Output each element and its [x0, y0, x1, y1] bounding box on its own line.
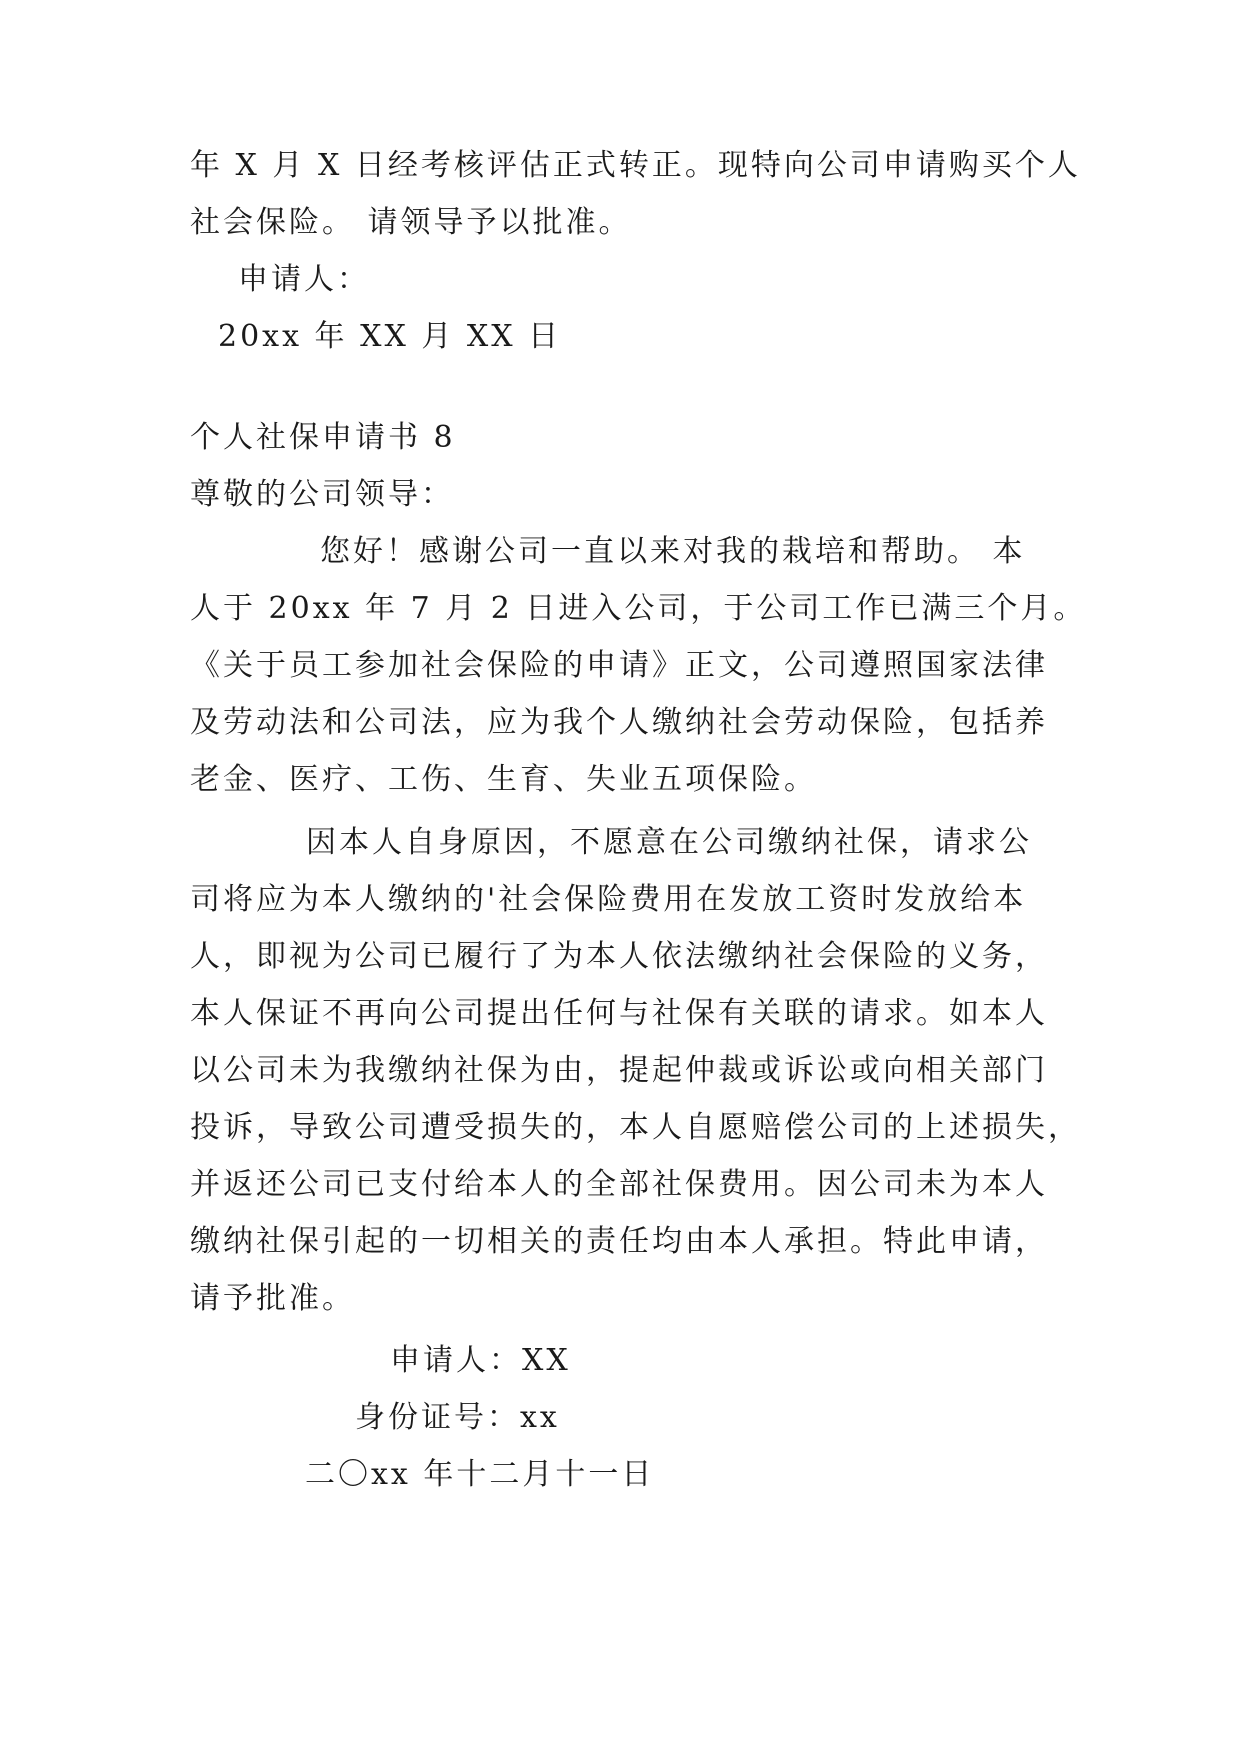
paragraph2-line-8: 缴纳社保引起的一切相关的责任均由本人承担。特此申请，	[190, 1224, 1048, 1259]
paragraph2-line-1: 因本人自身原因，不愿意在公司缴纳社保，请求公	[306, 825, 1032, 860]
paragraph2-line-5: 以公司未为我缴纳社保为由，提起仲裁或诉讼或向相关部门	[190, 1053, 1048, 1088]
paragraph2-line-3: 人，即视为公司已履行了为本人依法缴纳社会保险的义务，	[190, 939, 1048, 974]
continuation-line-1: 年 X 月 X 日经考核评估正式转正。现特向公司申请购买个人	[190, 148, 1081, 183]
paragraph1-line-3: 《关于员工参加社会保险的申请》正文，公司遵照国家法律	[190, 648, 1048, 683]
applicant-signature: 申请人：XX	[390, 1343, 571, 1378]
paragraph1-line-5: 老金、医疗、工伤、生育、失业五项保险。	[190, 762, 817, 797]
paragraph2-line-2: 司将应为本人缴纳的'社会保险费用在发放工资时发放给本	[190, 882, 1027, 917]
paragraph2-line-9: 请予批准。	[190, 1281, 355, 1316]
applicant-label: 申请人：	[238, 262, 370, 297]
paragraph2-line-4: 本人保证不再向公司提出任何与社保有关联的请求。如本人	[190, 996, 1048, 1031]
id-number: 身份证号：xx	[355, 1400, 560, 1435]
continuation-line-2: 社会保险。 请领导予以批准。	[190, 205, 632, 240]
paragraph2-line-6: 投诉，导致公司遭受损失的，本人自愿赔偿公司的上述损失，	[190, 1110, 1081, 1145]
continuation-date: 20xx 年 XX 月 XX 日	[218, 319, 562, 354]
paragraph2-line-7: 并返还公司已支付给本人的全部社保费用。因公司未为本人	[190, 1167, 1048, 1202]
salutation: 尊敬的公司领导：	[190, 477, 454, 512]
paragraph1-line-2: 人于 20xx 年 7 月 2 日进入公司，于公司工作已满三个月。	[190, 591, 1087, 626]
paragraph1-line-1: 您好！感谢公司一直以来对我的栽培和帮助。 本	[320, 534, 1026, 569]
paragraph1-line-4: 及劳动法和公司法，应为我个人缴纳社会劳动保险，包括养	[190, 705, 1048, 740]
letter-date: 二〇xx 年十二月十一日	[305, 1457, 655, 1492]
letter-title: 个人社保申请书 8	[190, 420, 456, 455]
